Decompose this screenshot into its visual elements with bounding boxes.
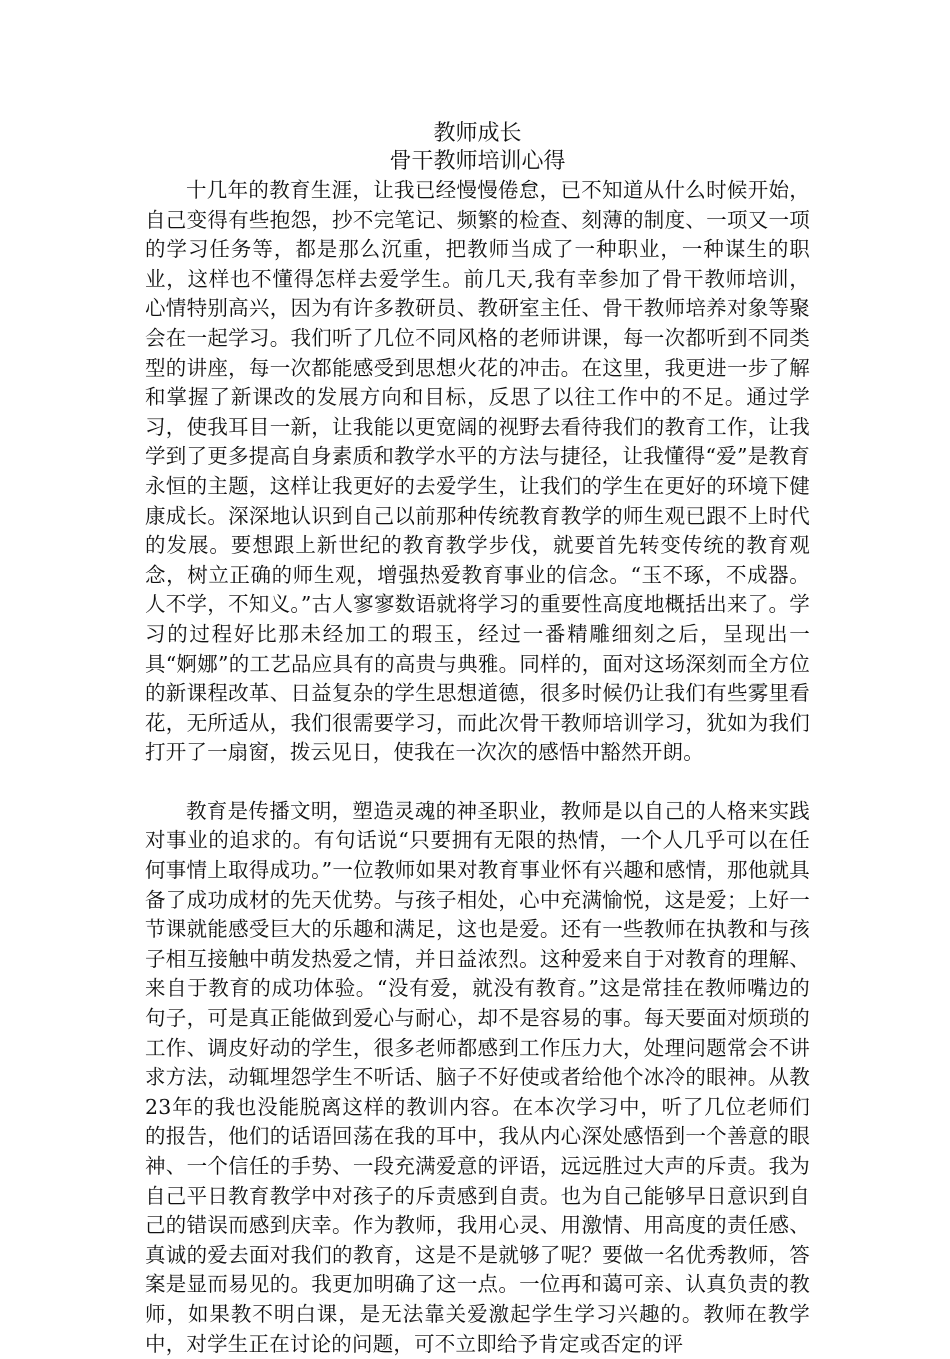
paragraph-2: 教育是传播文明，塑造灵魂的神圣职业，教师是以自己的人格来实践对事业的追求的。有句话说“只要拥有无限的热情，一个人几乎可以在任何事情上取得成功。”一位教师如果对教育事业怀有兴趣和感情，那他就具备了成功成材的先天优势。与孩子相处，心中充满愉悦，这是爱；上好一节课就能感受巨大的乐趣和满足，这也是爱。还有一些教师在执教和与孩子相互接触中萌发热爱之情，并日益浓烈。这种爱来自于对教育的理解、来自于教育的成功体验。“没有爱，就没有教育。”这是常挂在教师嘴边的句子，可是真正能做到爱心与耐心，却不是容易的事。每天要面对烦琐的工作、调皮好动的学生，很多老师都感到工作压力大，处理问题常会不讲求方法，动辄埋怨学生不听话、脑子不好使或者给他个冰冷的眼神。从教23年的我也没能脱离这样的教训内容。在本次学习中，听了几位老师们的报告，他们的话语回荡在我的耳中，我从内心深处感悟到一个善意的眼神、一个信任的手势、一段充满爱意的评语，远远胜过大声的斥责。我为自己平日教育教学中对孩子的斥责感到自责。也为自己能够早日意识到自己的错误而感到庆幸。作为教师，我用心灵、用激情、用高度的责任感、真诚的爱去面对我们的教育，这是不是就够了呢？要做一名优秀教师，答案是显而易见的。我更加明确了这一点。一位再和蔼可亲、认真负责的教师，如果教不明白课，是无法靠关爱激起学生学习兴趣的。教师在教学中，对学生正在讨论的问题，可不立即给予肯定或否定的评 — [145, 798, 810, 1356]
document-subtitle: 骨干教师培训心得 — [389, 149, 566, 174]
document-title: 教师成长 — [433, 121, 522, 146]
paragraph-1: 十几年的教育生涯，让我已经慢慢倦怠，已不知道从什么时候开始，自己变得有些抱怨，抄不完笔记、频繁的检查、刻薄的制度、一项又一项的学习任务等，都是那么沉重，把教师当成了一种职业，一种谋生的职业，这样也不懂得怎样去爱学生。前几天,我有幸参加了骨干教师培训，心情特别高兴，因为有许多教研员、教研室主任、骨干教师培养对象等聚会在一起学习。我们听了几位不同风格的老师讲课，每一次都听到不同类型的讲座，每一次都能感受到思想火花的冲击。在这里，我更进一步了解和掌握了新课改的发展方向和目标，反思了以往工作中的不足。通过学习，使我耳目一新，让我能以更宽阔的视野去看待我们的教育工作，让我学到了更多提高自身素质和教学水平的方法与捷径，让我懂得“爱”是教育永恒的主题，这样让我更好的去爱学生，让我们的学生在更好的环境下健康成长。深深地认识到自己以前那种传统教育教学的师生观已跟不上时代的发展。要想跟上新世纪的教育教学步伐，就要首先转变传统的教育观念，树立正确的师生观，增强热爱教育事业的信念。“玉不琢，不成器。人不学，不知义。”古人寥寥数语就将学习的重要性高度地概括出来了。学习的过程好比那未经加工的瑕玉，经过一番精雕细刻之后，呈现出一具“婀娜”的工艺品应具有的高贵与典雅。同样的，面对这场深刻而全方位的新课程改革、日益复杂的学生思想道德，很多时候仍让我们有些雾里看花，无所适从，我们很需要学习，而此次骨干教师培训学习，犹如为我们打开了一扇窗，拨云见日，使我在一次次的感悟中豁然开朗。 — [145, 178, 810, 765]
document-page — [145, 120, 810, 1359]
